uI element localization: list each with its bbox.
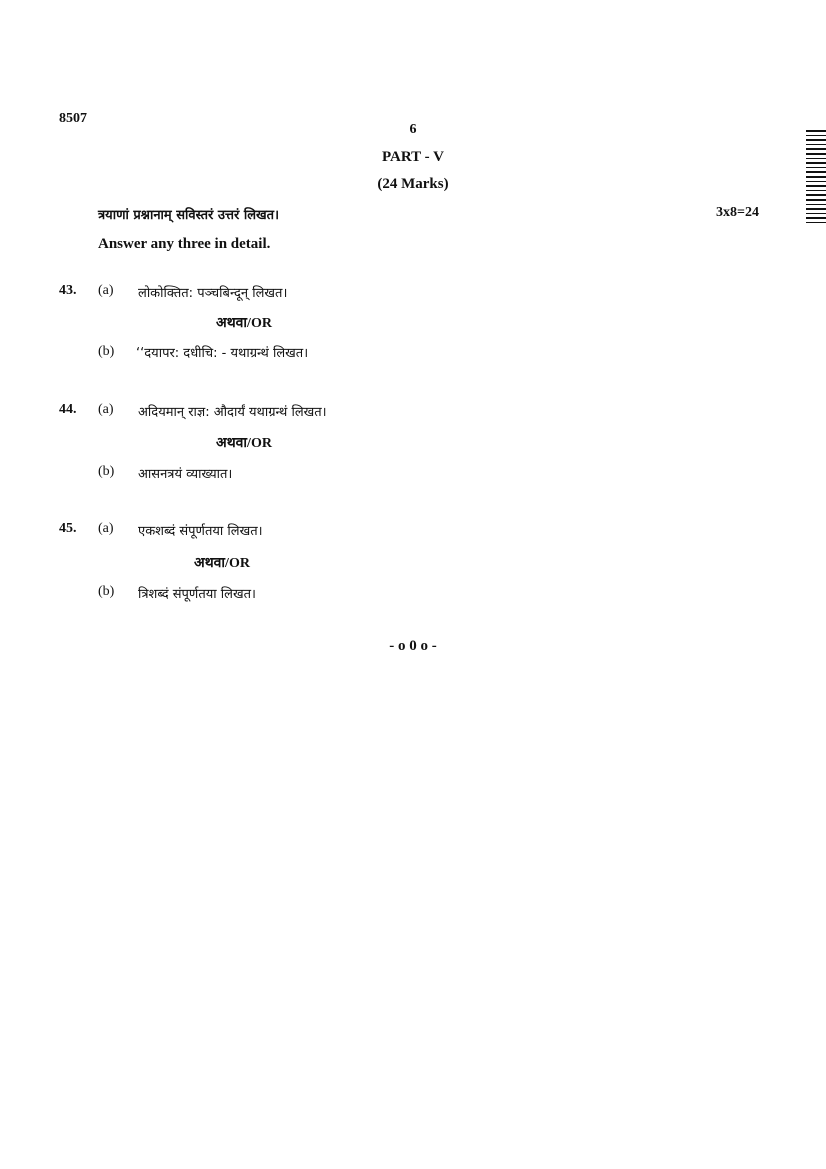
question-text-a: एकशब्दं संपूर्णतया लिखत। [138, 524, 263, 539]
edge-bar [806, 194, 826, 196]
edge-bar [806, 153, 826, 155]
edge-bar [806, 158, 826, 160]
option-label-b: (b) [98, 464, 115, 479]
question-text-b: ‘‘दयापर: दधीचि: - यथाग्रन्थं लिखत। [136, 346, 309, 361]
edge-bar [806, 144, 826, 146]
edge-bar [806, 208, 826, 210]
edge-bar [806, 190, 826, 192]
question-text-b: त्रिशब्दं संपूर्णतया लिखत। [138, 587, 256, 602]
question-number: 43. [59, 283, 77, 298]
or-separator: अथवा/OR [216, 316, 272, 331]
option-label-a: (a) [98, 283, 114, 298]
or-separator: अथवा/OR [194, 556, 250, 571]
edge-bar [806, 222, 826, 224]
question-number: 44. [59, 402, 77, 417]
edge-bar [806, 185, 826, 187]
option-label-b: (b) [98, 344, 115, 359]
edge-bar [806, 139, 826, 141]
part-marks: (24 Marks) [377, 176, 449, 192]
edge-bar [806, 162, 826, 164]
edge-bar [806, 130, 826, 132]
option-label-a: (a) [98, 521, 114, 536]
edge-bar [806, 213, 826, 215]
question-text-b: आसनत्रयं व्याख्यात। [138, 467, 233, 482]
option-label-a: (a) [98, 402, 114, 417]
question-text-a: लोकोक्तित: पञ्चबिन्दून् लिखत। [138, 286, 288, 301]
end-of-paper-mark: - o 0 o - [389, 638, 437, 654]
page-number: 6 [409, 122, 417, 137]
edge-bar [806, 176, 826, 178]
instruction-sanskrit: त्रयाणां प्रश्नानाम् सविस्तरं उत्तरं लिखत। [98, 208, 280, 223]
question-number: 45. [59, 521, 77, 536]
option-label-b: (b) [98, 584, 115, 599]
or-separator: अथवा/OR [216, 436, 272, 451]
edge-bar [806, 171, 826, 173]
edge-bar [806, 217, 826, 219]
page-edge-barcode [806, 130, 826, 226]
edge-bar [806, 204, 826, 206]
edge-bar [806, 181, 826, 183]
instruction-english: Answer any three in detail. [98, 236, 271, 252]
edge-bar [806, 135, 826, 137]
part-title: PART - V [382, 149, 444, 165]
edge-bar [806, 199, 826, 201]
edge-bar [806, 167, 826, 169]
edge-bar [806, 148, 826, 150]
paper-code: 8507 [59, 111, 87, 126]
question-text-a: अदियमान् राज्ञ: औदार्यं यथाग्रन्थं लिखत। [138, 405, 327, 420]
marks-formula: 3x8=24 [716, 205, 759, 220]
